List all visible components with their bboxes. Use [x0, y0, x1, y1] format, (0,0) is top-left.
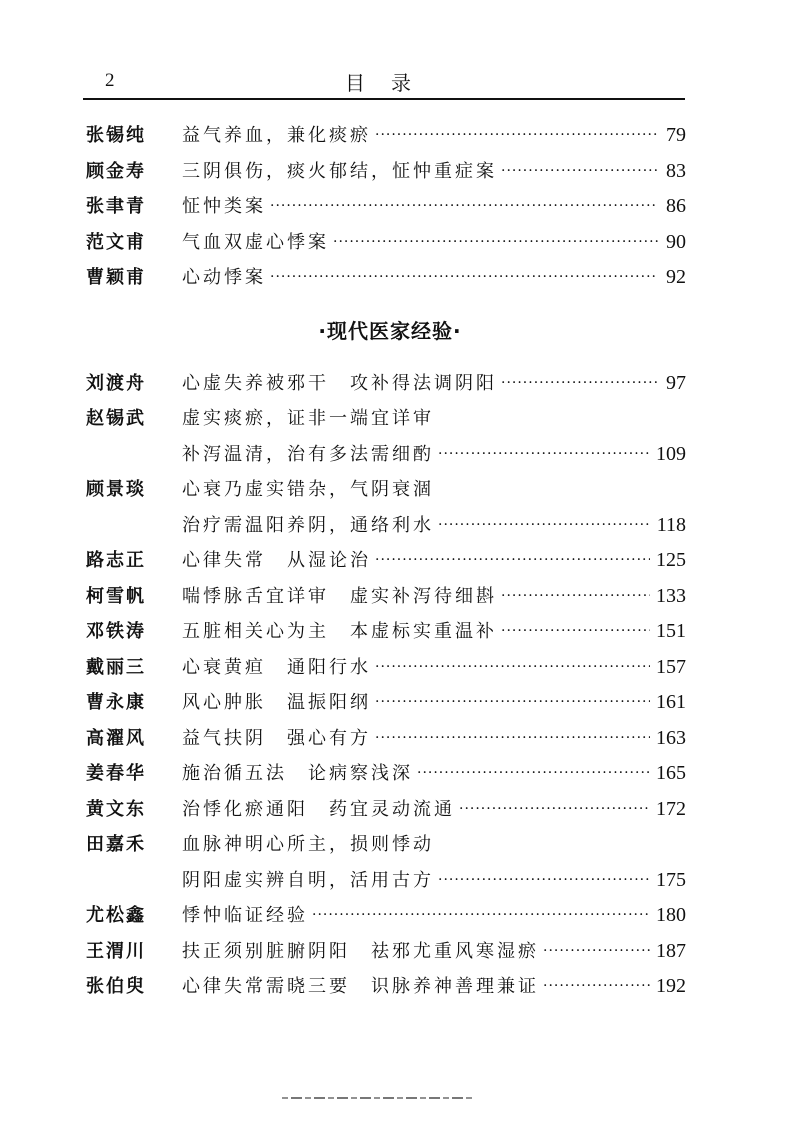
entry-author: 张锡纯 — [86, 125, 146, 146]
toc-entry[interactable] — [86, 225, 686, 261]
dot-leader — [375, 118, 658, 154]
entry-title: 喘悸脉舌宜详审 虚实补泻待细斟 — [182, 585, 497, 607]
entry-title: 心虚失养被邪干 攻补得法调阴阳 — [182, 372, 497, 394]
entry-title: 虚实痰瘀，证非一端宜详审 — [182, 408, 434, 429]
entry-author: 曹永康 — [86, 692, 146, 713]
entry-author: 黄文东 — [86, 798, 146, 820]
entry-author: 田嘉禾 — [86, 834, 146, 855]
toc-entry[interactable] — [86, 366, 686, 402]
entry-author: 路志正 — [86, 550, 146, 571]
entry-author: 柯雪帆 — [86, 585, 146, 607]
dot-leader — [438, 508, 651, 544]
entry-title: 益气扶阴 强心有方 — [182, 727, 371, 749]
entry-page: 163 — [656, 726, 686, 749]
toc-entry[interactable] — [86, 472, 686, 508]
toc-entry-continuation[interactable] — [86, 863, 686, 899]
entry-page: 83 — [666, 159, 686, 182]
dot-leader — [501, 579, 650, 615]
entry-page: 161 — [656, 691, 686, 713]
dot-leader — [375, 685, 650, 721]
entry-author: 刘渡舟 — [86, 372, 146, 394]
entry-page: 109 — [656, 442, 686, 465]
dot-leader — [543, 969, 650, 1005]
entry-title: 治疗需温阳养阴，通络利水 — [182, 514, 434, 536]
toc-entry[interactable] — [86, 650, 686, 686]
entry-title: 心律失常需晓三要 识脉养神善理兼证 — [182, 976, 539, 997]
entry-page: 79 — [666, 124, 686, 146]
entry-page: 180 — [656, 904, 686, 926]
toc-entry[interactable] — [86, 543, 686, 579]
entry-author: 顾景琰 — [86, 479, 146, 500]
toc-entry[interactable] — [86, 189, 686, 225]
entry-page: 118 — [656, 513, 686, 536]
entry-title: 阴阳虚实辨自明，活用古方 — [182, 869, 434, 891]
entry-title: 补泻温清，治有多法需细酌 — [182, 443, 434, 465]
entry-author: 邓铁涛 — [86, 621, 146, 642]
entry-title: 益气养血，兼化痰瘀 — [182, 125, 371, 146]
entry-author: 范文甫 — [86, 231, 146, 253]
entry-title: 心动悸案 — [182, 267, 266, 288]
dot-leader — [270, 260, 658, 296]
toc-entry[interactable] — [86, 579, 686, 615]
entry-title: 施治循五法 论病察浅深 — [182, 763, 413, 784]
entry-title: 心衰乃虚实错杂，气阴衰涸 — [182, 479, 434, 500]
entry-page: 86 — [666, 195, 686, 217]
dot-leader — [375, 721, 650, 757]
dot-leader — [417, 756, 650, 792]
dot-leader — [438, 437, 650, 473]
entry-page: 97 — [666, 371, 686, 394]
page-number: 2 — [105, 70, 115, 91]
toc-entry[interactable] — [86, 260, 686, 296]
entry-author: 戴丽三 — [86, 656, 146, 678]
entry-page: 92 — [666, 266, 686, 288]
entry-page: 172 — [656, 797, 686, 820]
entry-page: 175 — [656, 868, 686, 891]
toc-entry[interactable] — [86, 154, 686, 190]
dot-leader — [459, 792, 650, 828]
entry-title: 扶正须别脏腑阴阳 祛邪尤重风寒湿瘀 — [182, 940, 539, 962]
entry-author: 姜春华 — [86, 763, 146, 784]
entry-author: 王渭川 — [86, 940, 146, 962]
entry-page: 187 — [656, 939, 686, 962]
entry-page: 151 — [656, 620, 686, 642]
toc-entry[interactable] — [86, 969, 686, 1005]
entry-author: 曹颖甫 — [86, 267, 146, 288]
toc-entry[interactable] — [86, 756, 686, 792]
dot-leader — [501, 614, 650, 650]
entry-author: 高濯风 — [86, 727, 146, 749]
toc-entry[interactable] — [86, 721, 686, 757]
dot-leader — [543, 934, 650, 970]
toc-entry[interactable] — [86, 827, 686, 863]
section-heading: ·现代医家经验· — [318, 318, 462, 343]
dot-leader — [501, 154, 658, 190]
toc-entry[interactable] — [86, 685, 686, 721]
scan-artifact-divider — [282, 1097, 472, 1099]
entry-title: 治悸化瘀通阳 药宜灵动流通 — [182, 798, 455, 820]
entry-author: 张伯臾 — [86, 976, 146, 997]
toc-entry-continuation[interactable] — [86, 437, 686, 473]
entry-author: 赵锡武 — [86, 408, 146, 429]
entry-page: 125 — [656, 549, 686, 571]
entry-page: 165 — [656, 762, 686, 784]
entry-author: 尤松鑫 — [86, 905, 146, 926]
entry-title: 心衰黄疸 通阳行水 — [182, 656, 371, 678]
table-of-contents — [86, 118, 686, 1005]
entry-title: 悸忡临证经验 — [182, 905, 308, 926]
dot-leader — [375, 650, 650, 686]
entry-title: 血脉神明心所主，损则悸动 — [182, 834, 434, 855]
header-title: 目录 — [345, 71, 437, 95]
entry-title: 怔忡类案 — [182, 196, 266, 217]
toc-entry[interactable] — [86, 118, 686, 154]
dot-leader — [375, 543, 650, 579]
entry-page: 192 — [656, 975, 686, 997]
dot-leader — [501, 366, 658, 402]
entry-title: 心律失常 从湿论治 — [182, 550, 371, 571]
dot-leader — [270, 189, 658, 225]
toc-entry[interactable] — [86, 401, 686, 437]
running-header — [83, 64, 685, 100]
toc-entry[interactable] — [86, 792, 686, 828]
entry-title: 气血双虚心悸案 — [182, 231, 329, 253]
entry-page: 157 — [656, 655, 686, 678]
dot-leader — [333, 225, 658, 261]
entry-author: 张聿青 — [86, 196, 146, 217]
entry-author: 顾金寿 — [86, 160, 146, 182]
dot-leader — [438, 863, 650, 899]
toc-entry[interactable] — [86, 614, 686, 650]
entry-title: 五脏相关心为主 本虚标实重温补 — [182, 621, 497, 642]
toc-entry-continuation[interactable] — [86, 508, 686, 544]
entry-page: 90 — [666, 230, 686, 253]
entry-title: 三阴俱伤，痰火郁结，怔忡重症案 — [182, 160, 497, 182]
entry-page: 133 — [656, 584, 686, 607]
toc-entry[interactable] — [86, 898, 686, 934]
toc-entry[interactable] — [86, 934, 686, 970]
dot-leader — [312, 898, 650, 934]
entry-title: 风心肿胀 温振阳纲 — [182, 692, 371, 713]
